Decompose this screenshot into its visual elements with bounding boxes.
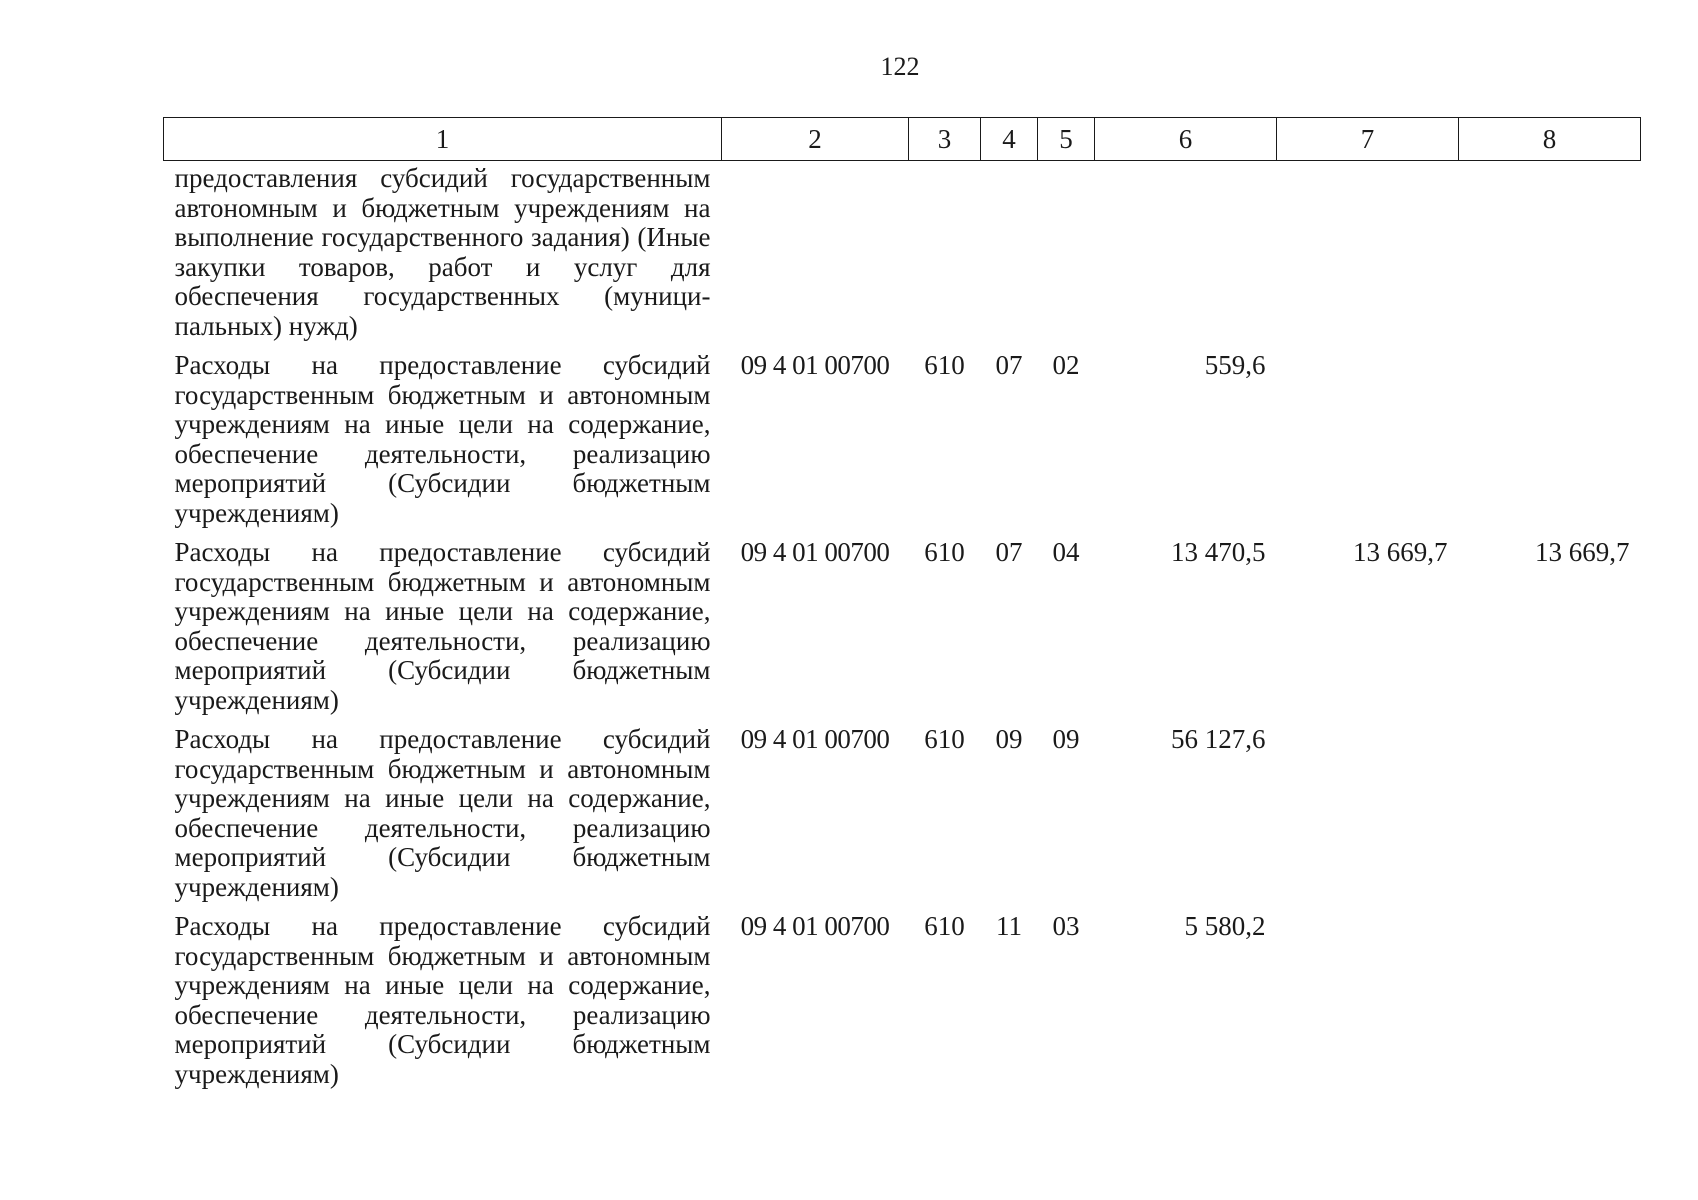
expense-description: Расходы на предоставление субсидий государственным бюджетным и автономным учреждениям на иные цели на содержание, обеспечение деятельности, реализацию мероприятий (Субсидии бюджетным учреждениям) [174, 911, 711, 1089]
column-header: 8 [1459, 118, 1641, 161]
amount-column-6: 56 127,6 [1171, 724, 1266, 754]
column-header: 6 [1095, 118, 1277, 161]
table-header [164, 118, 1641, 161]
column-header: 3 [909, 118, 981, 161]
expense-description: Расходы на предоставление субсидий государственным бюджетным и автономным учреждениям на иные цели на содержание, обеспечение деятельности, реализацию мероприятий (Субсидии бюджетным учреждениям) [174, 350, 711, 528]
subsection-code [1038, 161, 1095, 352]
expense-type-code: 610 [924, 537, 965, 567]
target-article-code: 09 4 01 00700 [740, 724, 890, 754]
amount-column-6: 559,6 [1204, 350, 1266, 380]
amount-column-8 [1459, 725, 1641, 912]
column-header: 2 [722, 118, 909, 161]
subsection-code: 04 [1052, 537, 1080, 567]
amount-column-7 [1277, 912, 1459, 1099]
table-row [164, 351, 1641, 538]
section-code: 07 [995, 350, 1023, 380]
amount-column-7 [1277, 351, 1459, 538]
table-row [164, 725, 1641, 912]
target-article-code: 09 4 01 00700 [740, 350, 890, 380]
amount-column-8 [1459, 912, 1641, 1099]
target-article-code: 09 4 01 00700 [740, 911, 890, 941]
amount-column-8 [1459, 351, 1641, 538]
section-code [981, 161, 1038, 352]
column-header: 5 [1038, 118, 1095, 161]
subsection-code: 09 [1052, 724, 1080, 754]
expense-description: Расходы на предоставление субсидий государственным бюджетным и автономным учреждениям на иные цели на содержание, обеспечение деятельности, реализацию мероприятий (Субсидии бюджетным учреждениям) [174, 537, 711, 715]
expense-type-code: 610 [924, 724, 965, 754]
table-row [164, 912, 1641, 1099]
expense-description: предоставления субсидий государственным автономным и бюджетным учреждениям на выполнение государственного задания) (Иные закупки товаров, работ и услуг для обеспечения государственных (муници-пальных) нужд) [174, 163, 711, 341]
amount-column-7 [1277, 725, 1459, 912]
amount-column-6: 5 580,2 [1184, 911, 1266, 941]
table-row [164, 161, 1641, 352]
section-code: 11 [996, 911, 1022, 941]
column-header: 4 [981, 118, 1038, 161]
target-article-code [722, 161, 909, 352]
expense-type-code: 610 [924, 350, 965, 380]
amount-column-7: 13 669,7 [1353, 537, 1448, 567]
amount-column-8: 13 669,7 [1535, 537, 1630, 567]
table-header-row [164, 118, 1641, 161]
budget-table [163, 117, 1641, 1099]
expense-type-code [909, 161, 981, 352]
section-code: 07 [995, 537, 1023, 567]
expense-description: Расходы на предоставление субсидий государственным бюджетным и автономным учреждениям на иные цели на содержание, обеспечение деятельности, реализацию мероприятий (Субсидии бюджетным учреждениям) [174, 724, 711, 902]
amount-column-6: 13 470,5 [1171, 537, 1266, 567]
amount-column-7 [1277, 161, 1459, 352]
column-header: 7 [1277, 118, 1459, 161]
section-code: 09 [995, 724, 1023, 754]
subsection-code: 03 [1052, 911, 1080, 941]
amount-column-6 [1095, 161, 1277, 352]
amount-column-8 [1459, 161, 1641, 352]
expense-type-code: 610 [924, 911, 965, 941]
target-article-code: 09 4 01 00700 [740, 537, 890, 567]
table-body [164, 161, 1641, 1100]
column-header: 1 [164, 118, 722, 161]
page-number: 122 [880, 52, 920, 81]
subsection-code: 02 [1052, 350, 1080, 380]
table-row [164, 538, 1641, 725]
